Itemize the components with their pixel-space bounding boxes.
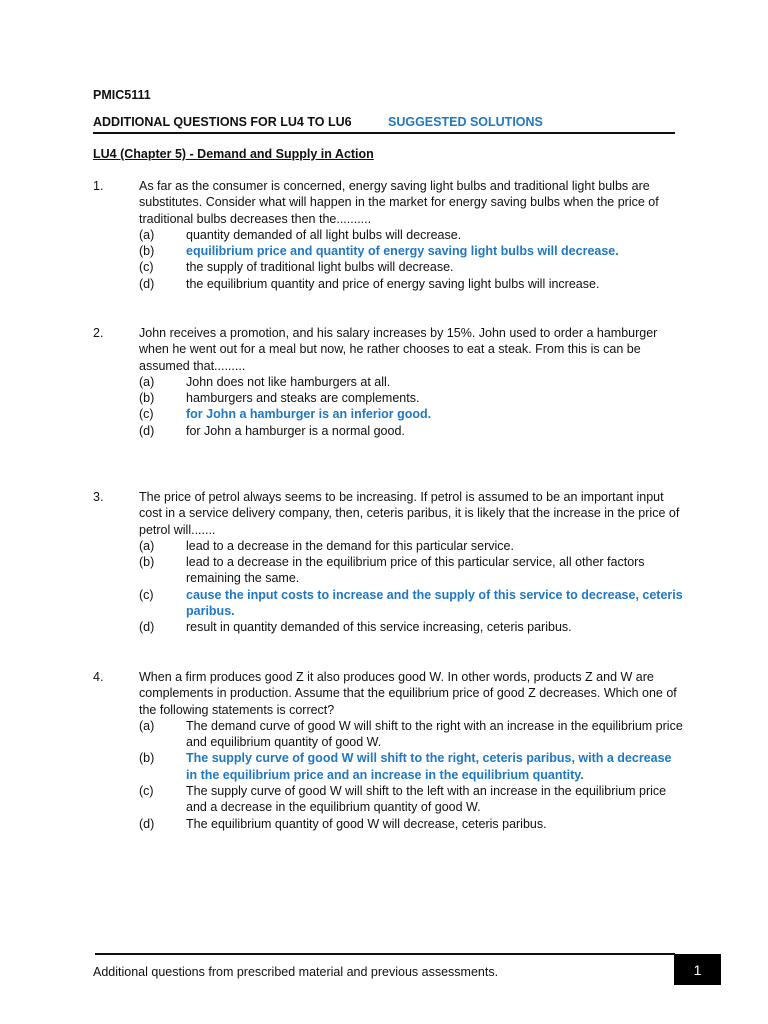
option-b [139,390,683,406]
option-label: (a) [139,538,155,553]
option-label: (b) [139,555,155,570]
option-label: (d) [139,620,155,635]
option-text-correct: equilibrium price and quantity of energy saving light bulbs will decrease. [186,244,619,259]
course-code: PMIC5111 [93,88,151,102]
question-stem: When a firm produces good Z it also produces good W. In other words, products Z and W are complements in production. Assume that the equilibrium price of good Z decreases. Which one of the following statements is correct? [139,670,677,717]
option-label: (c) [139,407,154,422]
option-c-correct [139,587,683,620]
option-text: the supply of traditional light bulbs will decrease. [186,260,454,275]
option-text: The equilibrium quantity of good W will decrease, ceteris paribus. [186,816,547,831]
option-text-correct: The supply curve of good W will shift to the right, ceteris paribus, with a decrease in the equilibrium price and an increase in the equilibrium quantity. [186,751,672,782]
option-label: (a) [139,718,155,733]
footer-text: Additional questions from prescribed material and previous assessments. [93,965,499,979]
option-d [139,423,683,439]
document-title: ADDITIONAL QUESTIONS FOR LU4 TO LU6 [93,115,352,129]
option-b-correct [139,243,683,259]
option-text: lead to a decrease in the demand for this particular service. [186,538,514,553]
option-d [139,816,683,832]
option-text: John does not like hamburgers at all. [186,374,391,389]
option-label: (d) [139,276,155,291]
header-divider [93,132,675,134]
option-label: (d) [139,423,155,438]
option-label: (b) [139,244,155,259]
option-label: (b) [139,751,155,766]
option-b [139,554,683,587]
question-stem: As far as the consumer is concerned, energy saving light bulbs and traditional light bulbs are substitutes. Consider what will happen in the market for energy saving bulbs when the price of traditional bulbs decreases then the.......... [139,179,659,226]
option-text: hamburgers and steaks are complements. [186,391,420,406]
question-number: 1. [93,179,104,193]
question-number: 3. [93,490,104,504]
option-c [139,783,683,816]
option-label: (c) [139,260,154,275]
question-2 [93,325,683,439]
option-label: (a) [139,374,155,389]
option-c-correct [139,406,683,422]
section-title: LU4 (Chapter 5) - Demand and Supply in Action [93,147,374,161]
option-d [139,619,683,635]
option-label: (d) [139,816,155,831]
option-text: The supply curve of good W will shift to the left with an increase in the equilibrium price and a decrease in the equilibrium quantity of good W. [186,784,667,815]
question-stem: The price of petrol always seems to be increasing. If petrol is assumed to be an important input cost in a service delivery company, then, ceteris paribus, it is likely that the increase in the price of petrol will....... [139,490,680,537]
option-text-correct: cause the input costs to increase and the supply of this service to decrease, ceteris paribus. [186,587,683,619]
option-text: the equilibrium quantity and price of energy saving light bulbs will increase. [186,276,600,291]
question-1 [93,178,683,292]
option-label: (a) [139,227,155,242]
option-a [139,718,683,751]
option-a [139,538,683,554]
option-text: quantity demanded of all light bulbs will decrease. [186,227,462,242]
document-subtitle: SUGGESTED SOLUTIONS [388,115,543,129]
option-text-correct: for John a hamburger is an inferior good. [186,407,432,422]
option-d [139,276,683,292]
option-a [139,374,683,390]
option-text: result in quantity demanded of this service increasing, ceteris paribus. [186,620,572,635]
option-text: for John a hamburger is a normal good. [186,423,405,438]
page-number: 1 [674,954,721,985]
question-number: 2. [93,326,104,340]
footer-divider [95,953,675,955]
option-label: (c) [139,784,154,799]
option-a [139,227,683,243]
option-label: (c) [139,587,154,602]
option-text: The demand curve of good W will shift to the right with an increase in the equilibrium price and equilibrium quantity of good W. [186,718,683,750]
question-4 [93,669,683,832]
option-c [139,259,683,275]
option-label: (b) [139,391,155,406]
option-b-correct [139,750,683,783]
question-3 [93,489,683,636]
question-number: 4. [93,670,104,684]
question-stem: John receives a promotion, and his salary increases by 15%. John used to order a hamburger when he went out for a meal but now, he rather chooses to eat a steak. From this is can be assumed that......... [139,326,658,373]
option-text: lead to a decrease in the equilibrium price of this particular service, all other factors remaining the same. [186,555,645,586]
